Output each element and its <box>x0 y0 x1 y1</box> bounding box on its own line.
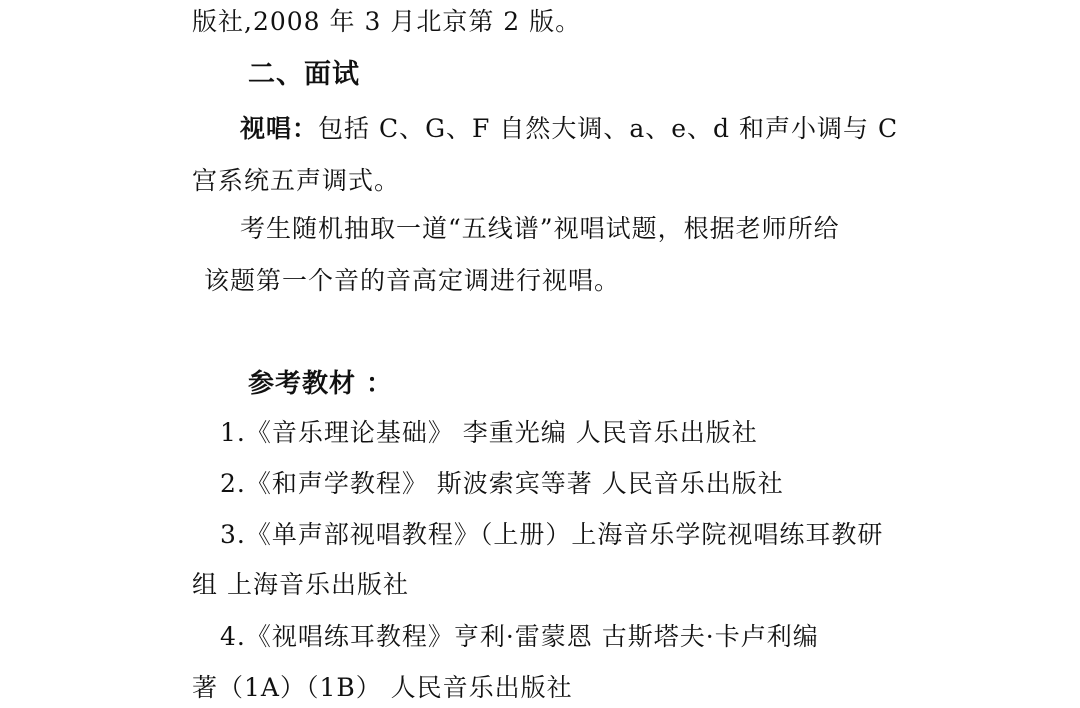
reference-item-3-line-2: 组 上海音乐出版社 <box>192 570 409 599</box>
sightsinging-paragraph-line-1 <box>240 111 898 147</box>
sightsinging-label: 视唱： <box>240 114 319 143</box>
references-heading: 参考教材 ： <box>248 369 394 399</box>
reference-item-4-line-1: 4.《视唱练耳教程》亨利·雷蒙恩 古斯塔夫·卡卢利编 <box>220 622 819 651</box>
reference-item-3-line-1: 3.《单声部视唱教程》（上册）上海音乐学院视唱练耳教研 <box>220 520 884 549</box>
description-line-1: 考生随机抽取一道“五线谱”视唱试题，根据老师所给 <box>240 214 840 243</box>
sightsinging-text: 包括 C、G、F 自然大调、a、e、d 和声小调与 C <box>318 114 899 143</box>
reference-item-4-line-2: 著（1A）（1B） 人民音乐出版社 <box>192 673 573 702</box>
reference-item-2: 2.《和声学教程》 斯波索宾等著 人民音乐出版社 <box>220 469 784 498</box>
previous-text-line: 版社,2008 年 3 月北京第 2 版。 <box>192 7 582 36</box>
description-line-2: 该题第一个音的音高定调进行视唱。 <box>204 266 621 295</box>
section-heading: 二、面试 <box>248 59 360 90</box>
sightsinging-paragraph-line-2: 宫系统五声调式。 <box>192 166 401 195</box>
reference-item-1: 1.《音乐理论基础》 李重光编 人民音乐出版社 <box>220 418 758 447</box>
